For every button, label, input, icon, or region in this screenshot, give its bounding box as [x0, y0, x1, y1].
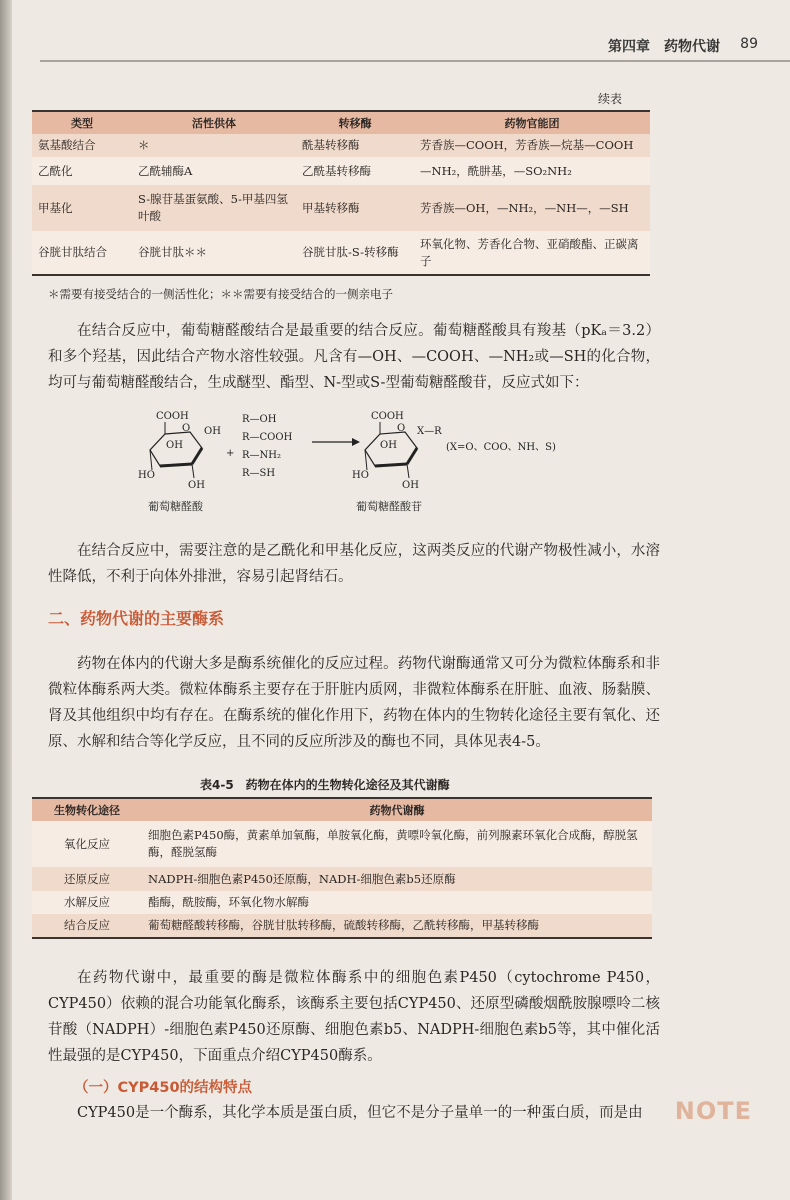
table-cell: 芳香族—OH，—NH₂，—NH—，—SH [414, 185, 650, 231]
table-row [32, 867, 652, 891]
table-cell: 乙酰化 [32, 157, 132, 185]
column-header: 活性供体 [132, 111, 296, 134]
table-row [32, 891, 652, 914]
table-row [32, 185, 650, 231]
xr-label: X—R [417, 426, 442, 437]
table-continued-label: 续表 [598, 92, 623, 106]
table-row [32, 914, 652, 938]
right-caption: 葡萄糖醛酸苷 [356, 500, 422, 513]
table-cell: 细胞色素P450酶，黄素单加氧酶，单胺氧化酶，黄嘌呤氧化酶，前列腺素环氧化合成酶，醇脱氢酶，醛脱氢酶 [142, 821, 652, 867]
table-cell: 甲基转移酶 [296, 185, 414, 231]
reaction-arrow [312, 438, 360, 446]
table-title: 表4-5 药物在体内的生物转化途径及其代谢酶 [200, 778, 450, 792]
table-cell: NADPH-细胞色素P450还原酶，NADH-细胞色素b5还原酶 [142, 867, 652, 891]
table-cell: 结合反应 [32, 914, 142, 938]
note-badge: NOTE [674, 1097, 752, 1125]
glucuronidation-reaction-scheme [130, 404, 600, 516]
reagent: R—COOH [242, 432, 293, 443]
table-cell: 酯酶，酰胺酶，环氧化物水解酶 [142, 891, 652, 914]
cooh-label: COOH [371, 411, 404, 422]
glucuronide-structure [352, 411, 442, 491]
section-heading: 二、药物代谢的主要酶系 [48, 609, 225, 628]
paragraph: 在药物代谢中，最重要的酶是微粒体酶系中的细胞色素P450（cytochrome P450，CYP450）依赖的混合功能氧化酶系，该酶系主要包括CYP450、还原型磷酸烟酰胺腺嘌呤二核苷酸（NADPH）-细胞色素P450还原酶、细胞色素b5、NADPH-细胞色素b5等，其中催化活性最强的是CYP450，下面重点介绍CYP450酶系。 [48, 970, 660, 1064]
table-cell: 氧化反应 [32, 821, 142, 867]
reagent-list [242, 414, 293, 479]
table-cell: 葡萄糖醛酸转移酶，谷胱甘肽转移酶，硫酸转移酶，乙酰转移酶，甲基转移酶 [142, 914, 652, 938]
reaction-condition: (X=O、COO、NH、S) [446, 442, 556, 453]
page-header [20, 0, 790, 60]
header-rule [40, 60, 790, 62]
table-cell: 谷胱甘肽＊＊ [132, 231, 296, 275]
chapter-title: 第四章 药物代谢 [608, 39, 720, 55]
left-caption: 葡萄糖醛酸 [148, 500, 203, 513]
plus-sign: + [226, 448, 235, 459]
oh-label: HO [138, 470, 155, 481]
table-cell: —NH₂，酰肼基，—SO₂NH₂ [414, 157, 650, 185]
paragraph: 药物在体内的代谢大多是酶系统催化的反应过程。药物代谢酶通常又可分为微粒体酶系和非微粒体酶系两大类。微粒体酶系主要存在于肝脏内质网，非微粒体酶系在肝脏、血液、肠黏膜、肾及其他组织中均有存在。在酶系统的催化作用下，药物在体内的生物转化途径主要有氧化、还原、水解和结合等化学反应，且不同的反应所涉及的酶也不同，具体见表4-5。 [48, 656, 660, 750]
table-row [32, 157, 650, 185]
reagent: R—NH₂ [242, 450, 282, 461]
column-header: 药物官能团 [414, 111, 650, 134]
oh-label: OH [204, 426, 221, 437]
table-cell: 乙酰辅酶A [132, 157, 296, 185]
oh-label: OH [188, 480, 205, 491]
table-cell: 还原反应 [32, 867, 142, 891]
table-header-row [32, 798, 652, 821]
table-cell: 芳香族—COOH，芳香族—烷基—COOH [414, 134, 650, 157]
table-cell: 谷胱甘肽-S-转移酶 [296, 231, 414, 275]
table-cell: 水解反应 [32, 891, 142, 914]
paragraph: 在结合反应中，葡萄糖醛酸结合是最重要的结合反应。葡萄糖醛酸具有羧基（pKₐ＝3.2）和多个羟基，因此结合产物水溶性较强。凡含有—OH、—COOH、—NH₂或—SH的化合物，均可与葡萄糖醛酸结合，生成醚型、酯型、N-型或S-型葡萄糖醛酸苷，反应式如下： [48, 323, 660, 391]
table-cell: 酰基转移酶 [296, 134, 414, 157]
oh-label: HO [352, 470, 369, 481]
table-row [32, 231, 650, 275]
table-cell: 环氧化物、芳香化合物、亚硝酸酯、正碳离子 [414, 231, 650, 275]
oh-label: OH [402, 480, 419, 491]
book-gutter-shadow [0, 0, 12, 1200]
subsection-heading: （一）CYP450的结构特点 [74, 1080, 253, 1096]
table-footnote: ＊需要有接受结合的一侧活性化；＊＊需要有接受结合的一侧亲电子 [48, 287, 393, 301]
page-number: 89 [740, 36, 758, 52]
cooh-label: COOH [156, 411, 189, 422]
table-cell: 甲基化 [32, 185, 132, 231]
table-row [32, 821, 652, 867]
table-cell: S-腺苷基蛋氨酸、5-甲基四氢叶酸 [132, 185, 296, 231]
table-cell: 乙酰基转移酶 [296, 157, 414, 185]
enzyme-table [32, 797, 652, 939]
paragraph: CYP450是一个酶系，其化学本质是蛋白质，但它不是分子量单一的一种蛋白质，而是由 [77, 1105, 643, 1121]
ring-oxygen-label: O [397, 423, 406, 434]
ring-oxygen-label: O [182, 423, 191, 434]
conjugation-table [32, 110, 650, 276]
reagent: R—SH [242, 468, 276, 479]
table-cell: 氨基酸结合 [32, 134, 132, 157]
column-header: 转移酶 [296, 111, 414, 134]
table-cell: ＊ [132, 134, 296, 157]
glucuronic-acid-structure [138, 411, 221, 491]
column-header: 药物代谢酶 [142, 798, 652, 821]
paragraph: 在结合反应中，需要注意的是乙酰化和甲基化反应，这两类反应的代谢产物极性减小，水溶性降低，不利于向体外排泄，容易引起肾结石。 [48, 543, 660, 585]
reagent: R—OH [242, 414, 277, 425]
table-cell: 谷胱甘肽结合 [32, 231, 132, 275]
oh-label: OH [166, 440, 183, 451]
column-header: 生物转化途径 [32, 798, 142, 821]
table-row [32, 134, 650, 157]
oh-label: OH [380, 440, 397, 451]
table-header-row [32, 111, 650, 134]
column-header: 类型 [32, 111, 132, 134]
